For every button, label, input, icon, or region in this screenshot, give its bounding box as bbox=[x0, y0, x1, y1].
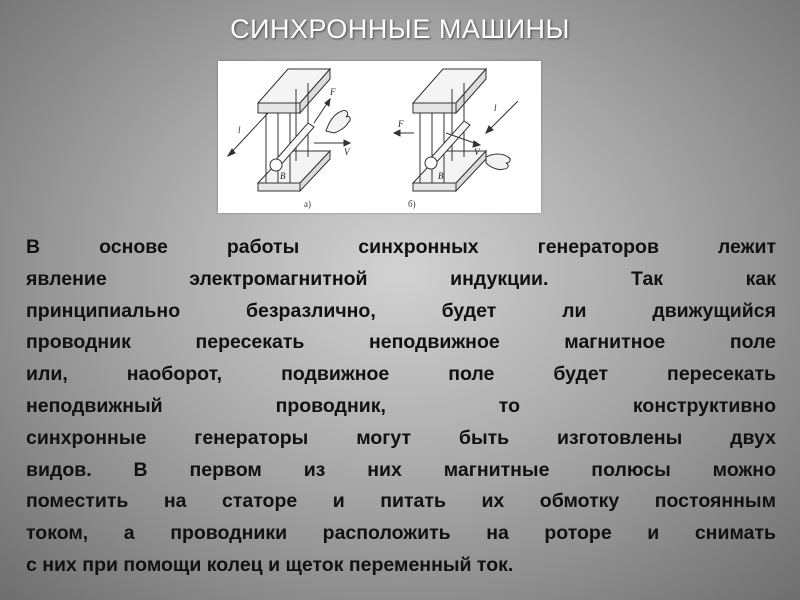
panel-b-caption: б) bbox=[408, 199, 416, 209]
body-line: или, наоборот, подвижное поле будет пересекать bbox=[26, 363, 776, 386]
panel-a-length-label: l bbox=[238, 125, 241, 135]
induction-diagram bbox=[218, 61, 541, 213]
body-line: явление электромагнитной индукции. Так как bbox=[26, 267, 776, 290]
slide-title: СИНХРОННЫЕ МАШИНЫ bbox=[230, 14, 570, 44]
body-line: током, а проводники расположить на роторе и снимать bbox=[26, 522, 776, 545]
panel-a-caption: а) bbox=[304, 199, 311, 209]
body-line: В основе работы синхронных генераторов лежит bbox=[26, 236, 776, 258]
body-line: синхронные генераторы могут быть изготовлены двух bbox=[26, 426, 776, 449]
panel-a-force-label: F bbox=[330, 87, 336, 97]
body-line: с них при помощи колец и щеток переменный ток. bbox=[26, 553, 514, 576]
body-line: поместить на статоре и питать их обмотку постоянным bbox=[26, 490, 776, 513]
panel-b-length-label: l bbox=[494, 103, 497, 113]
body-paragraph bbox=[26, 232, 776, 582]
panel-b-force-label: F bbox=[398, 119, 404, 129]
panel-b bbox=[394, 69, 518, 191]
body-line: неподвижный проводник, то конструктивно bbox=[26, 394, 776, 417]
induction-diagram-svg bbox=[218, 61, 541, 213]
body-line: принципиально безразлично, будет ли движущийся bbox=[26, 299, 776, 322]
panel-b-velocity-label: V bbox=[474, 147, 480, 157]
body-line: видов. В первом из них магнитные полюсы можно bbox=[26, 458, 776, 481]
panel-a-velocity-label: V bbox=[344, 147, 350, 157]
body-line: проводник пересекать неподвижное магнитное поле bbox=[26, 331, 776, 354]
panel-a-field-label: B bbox=[280, 171, 286, 181]
panel-b-field-label: B bbox=[438, 171, 444, 181]
